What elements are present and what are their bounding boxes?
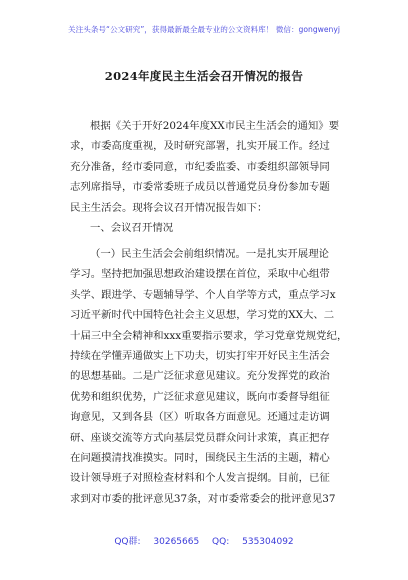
text-line: 充分准备，经市委同意，市纪委监委、市委组织部领导同 bbox=[70, 160, 330, 173]
text-line: 在问题摸清找准摸实。同时，围绕民主生活的主题，精心 bbox=[70, 452, 330, 465]
text-line: （一）民主生活会会前组织情况。一是扎实开展理论 bbox=[90, 248, 329, 260]
text-line: 的思想基础。二是广泛征求意见建议。充分发挥党的政治 bbox=[70, 370, 330, 383]
text-line: 求到对市委的批评意见37条，对市委常委会的批评意见37 bbox=[70, 492, 336, 505]
text-line: 志列席指导，市委常委班子成员以普通党员身份参加专题 bbox=[70, 181, 330, 194]
header-notice: 关注头条号“公文研究”，获得最新最全最专业的公文资料库！ 微信：gongwenyj bbox=[68, 25, 340, 34]
footer-contact: QQ群: 30265665 QQ: 535304092 bbox=[114, 537, 294, 547]
section-heading bbox=[70, 218, 355, 238]
text-line: 根据《关于开好2024年度XX市民主生活会的通知》要 bbox=[90, 120, 340, 132]
text-line: 研、座谈交流等方式向基层党员群众问计求策，真正把存 bbox=[70, 431, 330, 444]
text-line: 优势和组织优势，广泛征求意见建议，既向市委督导组征 bbox=[70, 390, 330, 403]
text-line: 持续在学懂弄通做实上下功夫，切实打牢开好民主生活会 bbox=[70, 350, 330, 363]
text-line: 求，市委高度重视，及时研究部署，扎实开展工作。经过 bbox=[70, 140, 330, 153]
text-line: 习近平新时代中国特色社会主义思想，学习党的XX大、二 bbox=[70, 309, 335, 322]
text-line: 询意见，又到各县（区）听取各方面意见。还通过走访调 bbox=[70, 411, 330, 424]
meeting-prep-paragraph bbox=[70, 244, 355, 509]
section-heading-text: 一、会议召开情况 bbox=[90, 222, 174, 234]
text-line: 十届三中全会精神和xxx重要指示要求，学习党章党规党纪， bbox=[70, 329, 348, 342]
text-line: 学习。坚持把加强思想政治建设摆在首位，采取中心组带 bbox=[70, 268, 330, 281]
text-line: 设计领导班子对照检查材料和个人发言提纲。目前，已征 bbox=[70, 472, 330, 485]
document-title: 2024年度民主生活会召开情况的报告 bbox=[104, 69, 304, 83]
text-line: 民主生活会。现将会议召开情况报告如下： bbox=[70, 201, 268, 214]
text-line: 头学、跟进学、专题辅导学、个人自学等方式，重点学习x bbox=[70, 288, 336, 301]
intro-paragraph bbox=[70, 116, 355, 218]
